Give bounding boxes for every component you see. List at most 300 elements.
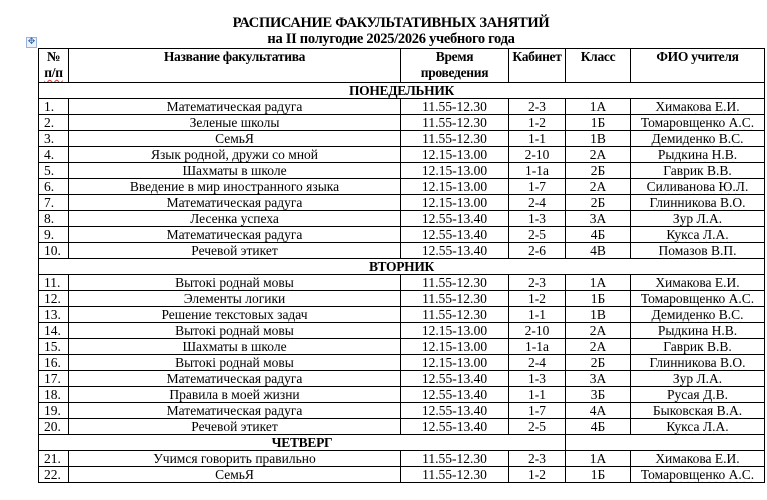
cell-teacher — [631, 371, 765, 387]
cell-name-text: Математическая радуга — [166, 371, 303, 386]
cell-room-text: 2-3 — [528, 451, 546, 466]
cell-room — [509, 179, 566, 195]
cell-time — [401, 371, 509, 387]
cell-room — [509, 275, 566, 291]
cell-class — [566, 195, 631, 211]
cell-room-text: 2-10 — [524, 323, 550, 338]
cell-room — [509, 371, 566, 387]
cell-room — [509, 323, 566, 339]
cell-name-text: Элементы логики — [183, 291, 286, 306]
cell-time-text: 12.15-13.00 — [421, 355, 488, 370]
cell-class-text: 2А — [589, 147, 607, 162]
cell-name — [69, 179, 401, 195]
cell-num-text: 18. — [44, 387, 61, 402]
cell-time-text: 11.55-12.30 — [422, 307, 487, 322]
cell-name — [69, 403, 401, 419]
table-row — [39, 291, 765, 307]
cell-time — [401, 419, 509, 435]
cell-teacher — [631, 195, 765, 211]
cell-class — [566, 275, 631, 291]
cell-room-text: 2-5 — [528, 227, 546, 242]
cell-room — [509, 163, 566, 179]
cell-num-text: 11. — [44, 275, 61, 290]
cell-room-text: 1-2 — [528, 291, 546, 306]
cell-teacher — [631, 115, 765, 131]
cell-teacher-text: Кукса Л.А. — [666, 419, 729, 434]
section-row — [39, 435, 765, 451]
cell-class-text: 2Б — [590, 355, 606, 370]
cell-num — [39, 387, 69, 403]
cell-time-text: 12.15-13.00 — [421, 163, 488, 178]
cell-num-text: 5. — [44, 163, 55, 178]
cell-teacher — [631, 323, 765, 339]
cell-time-text: 12.15-13.00 — [421, 323, 488, 338]
cell-room — [509, 451, 566, 467]
cell-class-text: 1А — [589, 275, 607, 290]
cell-name-text: Математическая радуга — [166, 227, 303, 242]
cell-time-text: 12.55-13.40 — [421, 211, 488, 226]
cell-name-text: Вытокі роднай мовы — [175, 355, 294, 370]
cell-name-text: Решение текстовых задач — [161, 307, 308, 322]
cell-name-text: Вытокі роднай мовы — [175, 323, 294, 338]
cell-name — [69, 291, 401, 307]
header-num-line2: п/п — [44, 65, 63, 80]
section-day: ПОНЕДЕЛЬНИК — [39, 83, 765, 99]
cell-num-text: 1. — [44, 99, 55, 114]
cell-class-text: 1Б — [590, 291, 606, 306]
cell-class — [566, 371, 631, 387]
cell-room-text: 2-5 — [528, 419, 546, 434]
cell-name-text: Введение в мир иностранного языка — [129, 179, 340, 194]
cell-room-text: 2-10 — [524, 147, 550, 162]
section-day: ЧЕТВЕРГ — [39, 435, 566, 451]
cell-teacher — [631, 147, 765, 163]
header-time-line1: Время — [435, 49, 474, 64]
cell-class — [566, 115, 631, 131]
cell-time-text: 11.55-12.30 — [422, 467, 487, 482]
cell-num-text: 17. — [44, 371, 61, 386]
table-row — [39, 227, 765, 243]
cell-num-text: 14. — [44, 323, 61, 338]
cell-num-text: 19. — [44, 403, 61, 418]
section-empty-cell — [566, 435, 765, 451]
cell-teacher-text: Силиванова Ю.Л. — [646, 179, 749, 194]
cell-name — [69, 99, 401, 115]
cell-teacher — [631, 451, 765, 467]
cell-num-text: 12. — [44, 291, 61, 306]
cell-time — [401, 131, 509, 147]
cell-num — [39, 451, 69, 467]
cell-num-text: 15. — [44, 339, 61, 354]
cell-name-text: Зеленые школы — [189, 115, 280, 130]
cell-teacher — [631, 243, 765, 259]
cell-time-text: 12.55-13.40 — [421, 419, 488, 434]
cell-room — [509, 467, 566, 483]
cell-name — [69, 131, 401, 147]
cell-class — [566, 147, 631, 163]
cell-name — [69, 275, 401, 291]
cell-time — [401, 291, 509, 307]
cell-time-text: 12.15-13.00 — [421, 195, 488, 210]
cell-teacher-text: Зур Л.А. — [672, 371, 723, 386]
cell-time — [401, 163, 509, 179]
cell-teacher-text: Гаврик В.В. — [663, 163, 732, 178]
header-teacher: ФИО учителя — [631, 49, 765, 83]
cell-teacher — [631, 275, 765, 291]
cell-name-text: Учимся говорить правильно — [153, 451, 316, 466]
cell-num — [39, 371, 69, 387]
section-row — [39, 83, 765, 99]
cell-teacher — [631, 467, 765, 483]
cell-teacher-text: Глинникова В.О. — [649, 355, 746, 370]
move-arrows-icon[interactable]: ✥ — [27, 37, 36, 47]
cell-room-text: 1-1а — [525, 163, 549, 178]
cell-teacher-text: Демиденко В.С. — [651, 131, 744, 146]
cell-class-text: 1Б — [590, 115, 606, 130]
cell-num — [39, 163, 69, 179]
cell-time-text: 12.55-13.40 — [421, 243, 488, 258]
cell-room-text: 1-3 — [528, 371, 546, 386]
cell-teacher — [631, 291, 765, 307]
cell-class-text: 1А — [589, 99, 607, 114]
cell-class — [566, 131, 631, 147]
cell-teacher-text: Глинникова В.О. — [649, 195, 746, 210]
cell-room — [509, 307, 566, 323]
header-num — [39, 49, 69, 83]
cell-class — [566, 339, 631, 355]
cell-num-text: 2. — [44, 115, 55, 130]
cell-num-text: 13. — [44, 307, 61, 322]
cell-room-text: 1-1а — [525, 339, 549, 354]
table-row — [39, 387, 765, 403]
cell-teacher-text: Быковская В.А. — [652, 403, 743, 418]
cell-teacher-text: Химакова Е.И. — [655, 275, 740, 290]
cell-time-text: 11.55-12.30 — [422, 115, 487, 130]
cell-class-text: 4Б — [590, 419, 606, 434]
document-title: РАСПИСАНИЕ ФАКУЛЬТАТИВНЫХ ЗАНЯТИЙ — [232, 15, 550, 31]
cell-room-text: 1-7 — [528, 179, 546, 194]
cell-room — [509, 387, 566, 403]
cell-time — [401, 451, 509, 467]
cell-num — [39, 211, 69, 227]
cell-name — [69, 243, 401, 259]
cell-class — [566, 227, 631, 243]
cell-num — [39, 291, 69, 307]
cell-time-text: 12.55-13.40 — [421, 371, 488, 386]
cell-class-text: 4В — [590, 243, 606, 258]
table-row — [39, 451, 765, 467]
cell-name — [69, 307, 401, 323]
cell-teacher — [631, 387, 765, 403]
cell-room — [509, 339, 566, 355]
cell-room-text: 1-2 — [528, 467, 546, 482]
cell-class-text: 2Б — [590, 195, 606, 210]
table-row — [39, 371, 765, 387]
cell-num-text: 20. — [44, 419, 61, 434]
table-row — [39, 243, 765, 259]
cell-room — [509, 195, 566, 211]
cell-name — [69, 323, 401, 339]
cell-num — [39, 467, 69, 483]
cell-room — [509, 115, 566, 131]
cell-num-text: 3. — [44, 131, 55, 146]
cell-time — [401, 323, 509, 339]
cell-class — [566, 419, 631, 435]
cell-class — [566, 179, 631, 195]
cell-room — [509, 403, 566, 419]
cell-name-text: СемьЯ — [215, 467, 254, 482]
cell-class-text: 4Б — [590, 227, 606, 242]
cell-class — [566, 307, 631, 323]
table-row — [39, 323, 765, 339]
cell-name — [69, 163, 401, 179]
table-header-row — [39, 49, 765, 83]
cell-num-text: 4. — [44, 147, 55, 162]
cell-teacher-text: Кукса Л.А. — [666, 227, 729, 242]
cell-name — [69, 115, 401, 131]
cell-name-text: Математическая радуга — [166, 195, 303, 210]
cell-time-text: 12.55-13.40 — [421, 227, 488, 242]
cell-name — [69, 211, 401, 227]
cell-room — [509, 131, 566, 147]
cell-class-text: 2А — [589, 179, 607, 194]
header-time-line2: проведения — [420, 65, 489, 80]
cell-num — [39, 115, 69, 131]
cell-teacher-text: Помазов В.П. — [658, 243, 737, 258]
cell-room-text: 1-7 — [528, 403, 546, 418]
cell-room-text: 2-3 — [528, 99, 546, 114]
cell-name-text: Правила в моей жизни — [169, 387, 300, 402]
cell-num-text: 9. — [44, 227, 55, 242]
cell-class-text: 1В — [590, 131, 606, 146]
cell-time-text: 12.15-13.00 — [421, 179, 488, 194]
table-row — [39, 179, 765, 195]
cell-num — [39, 243, 69, 259]
cell-room-text: 2-4 — [528, 195, 546, 210]
cell-name-text: Вытокі роднай мовы — [175, 275, 294, 290]
cell-room-text: 2-6 — [528, 243, 546, 258]
cell-room — [509, 227, 566, 243]
cell-name — [69, 419, 401, 435]
cell-teacher — [631, 211, 765, 227]
cell-num-text: 10. — [44, 243, 61, 258]
cell-num — [39, 339, 69, 355]
cell-time — [401, 387, 509, 403]
table-row — [39, 467, 765, 483]
cell-time — [401, 147, 509, 163]
cell-class — [566, 355, 631, 371]
cell-class — [566, 323, 631, 339]
cell-num — [39, 147, 69, 163]
cell-num — [39, 195, 69, 211]
cell-class — [566, 163, 631, 179]
cell-name — [69, 227, 401, 243]
cell-num — [39, 179, 69, 195]
cell-time-text: 11.55-12.30 — [422, 291, 487, 306]
cell-teacher-text: Рыдкина Н.В. — [657, 323, 738, 338]
cell-num — [39, 131, 69, 147]
cell-time — [401, 179, 509, 195]
cell-class-text: 1В — [590, 307, 606, 322]
cell-class-text: 4А — [589, 403, 607, 418]
cell-time — [401, 403, 509, 419]
cell-time-text: 11.55-12.30 — [422, 99, 487, 114]
cell-name — [69, 195, 401, 211]
table-row — [39, 147, 765, 163]
cell-class — [566, 451, 631, 467]
cell-class-text: 1А — [589, 451, 607, 466]
cell-room-text: 2-4 — [528, 355, 546, 370]
cell-time — [401, 227, 509, 243]
cell-class — [566, 243, 631, 259]
cell-teacher-text: Химакова Е.И. — [655, 451, 740, 466]
cell-time — [401, 275, 509, 291]
cell-name-text: Язык родной, дружи со мной — [150, 147, 319, 162]
cell-teacher-text: Томаровщенко А.С. — [640, 115, 755, 130]
header-room: Кабинет — [509, 49, 566, 83]
cell-teacher-text: Томаровщенко А.С. — [640, 291, 755, 306]
cell-room — [509, 419, 566, 435]
table-row — [39, 131, 765, 147]
cell-class-text: 3Б — [590, 387, 606, 402]
cell-num — [39, 419, 69, 435]
cell-num-text: 22. — [44, 467, 61, 482]
cell-num-text: 21. — [44, 451, 61, 466]
cell-room — [509, 243, 566, 259]
cell-time-text: 12.55-13.40 — [421, 387, 488, 402]
cell-teacher — [631, 403, 765, 419]
cell-num-text: 6. — [44, 179, 55, 194]
table-row — [39, 355, 765, 371]
cell-name — [69, 355, 401, 371]
cell-teacher — [631, 179, 765, 195]
cell-name — [69, 387, 401, 403]
cell-name — [69, 339, 401, 355]
table-row — [39, 403, 765, 419]
cell-teacher — [631, 307, 765, 323]
cell-teacher — [631, 163, 765, 179]
cell-time-text: 11.55-12.30 — [422, 451, 487, 466]
cell-class — [566, 403, 631, 419]
cell-teacher-text: Гаврик В.В. — [663, 339, 732, 354]
cell-name — [69, 371, 401, 387]
cell-teacher-text: Зур Л.А. — [672, 211, 723, 226]
cell-class-text: 2Б — [590, 163, 606, 178]
cell-num — [39, 403, 69, 419]
cell-time-text: 12.15-13.00 — [421, 339, 488, 354]
cell-time-text: 12.55-13.40 — [421, 403, 488, 418]
cell-room-text: 1-1 — [528, 307, 546, 322]
cell-time — [401, 99, 509, 115]
cell-name-text: Математическая радуга — [166, 99, 303, 114]
cell-num-text: 7. — [44, 195, 55, 210]
table-row — [39, 275, 765, 291]
cell-room-text: 1-1 — [528, 387, 546, 402]
cell-room-text: 1-3 — [528, 211, 546, 226]
cell-class-text: 1Б — [590, 467, 606, 482]
cell-num-text: 16. — [44, 355, 61, 370]
cell-time — [401, 115, 509, 131]
cell-class — [566, 99, 631, 115]
cell-teacher — [631, 355, 765, 371]
cell-class-text: 3А — [589, 211, 607, 226]
cell-time-text: 12.15-13.00 — [421, 147, 488, 162]
header-class: Класс — [566, 49, 631, 83]
cell-teacher-text: Демиденко В.С. — [651, 307, 744, 322]
header-name: Название факультатива — [69, 49, 401, 83]
header-num-line1: № — [46, 49, 61, 64]
cell-name-text: Лесенка успеха — [190, 211, 279, 226]
cell-time — [401, 195, 509, 211]
cell-time — [401, 339, 509, 355]
cell-num — [39, 307, 69, 323]
cell-name — [69, 467, 401, 483]
cell-room — [509, 99, 566, 115]
cell-name-text: Речевой этикет — [191, 243, 278, 258]
cell-time — [401, 211, 509, 227]
cell-time — [401, 307, 509, 323]
cell-room — [509, 291, 566, 307]
section-day: ВТОРНИК — [39, 259, 765, 275]
table-row — [39, 211, 765, 227]
cell-num — [39, 275, 69, 291]
cell-time-text: 11.55-12.30 — [422, 275, 487, 290]
cell-num — [39, 323, 69, 339]
cell-time-text: 11.55-12.30 — [422, 131, 487, 146]
cell-name-text: Речевой этикет — [191, 419, 278, 434]
cell-num-text: 8. — [44, 211, 55, 226]
cell-room-text: 1-1 — [528, 131, 546, 146]
schedule-table — [38, 48, 765, 483]
cell-teacher — [631, 131, 765, 147]
table-row — [39, 195, 765, 211]
table-row — [39, 419, 765, 435]
cell-name-text: Математическая радуга — [166, 403, 303, 418]
cell-num — [39, 227, 69, 243]
cell-class-text: 2А — [589, 323, 607, 338]
table-row — [39, 99, 765, 115]
cell-teacher-text: Рыдкина Н.В. — [657, 147, 738, 162]
table-row — [39, 163, 765, 179]
cell-teacher-text: Русая Д.В. — [667, 387, 728, 402]
cell-room — [509, 147, 566, 163]
cell-class — [566, 387, 631, 403]
cell-teacher — [631, 419, 765, 435]
cell-num — [39, 355, 69, 371]
cell-room-text: 2-3 — [528, 275, 546, 290]
cell-name-text: СемьЯ — [215, 131, 254, 146]
cell-class-text: 3А — [589, 371, 607, 386]
cell-room — [509, 211, 566, 227]
cell-teacher — [631, 227, 765, 243]
table-row — [39, 339, 765, 355]
cell-class-text: 2А — [589, 339, 607, 354]
cell-teacher-text: Томаровщенко А.С. — [640, 467, 755, 482]
cell-time — [401, 467, 509, 483]
cell-name-text: Шахматы в школе — [182, 163, 287, 178]
cell-time — [401, 243, 509, 259]
cell-class — [566, 467, 631, 483]
cell-name-text: Шахматы в школе — [182, 339, 287, 354]
cell-time — [401, 355, 509, 371]
cell-name — [69, 147, 401, 163]
cell-room-text: 1-2 — [528, 115, 546, 130]
cell-num — [39, 99, 69, 115]
cell-room — [509, 355, 566, 371]
cell-teacher — [631, 99, 765, 115]
cell-teacher-text: Химакова Е.И. — [655, 99, 740, 114]
cell-name — [69, 451, 401, 467]
